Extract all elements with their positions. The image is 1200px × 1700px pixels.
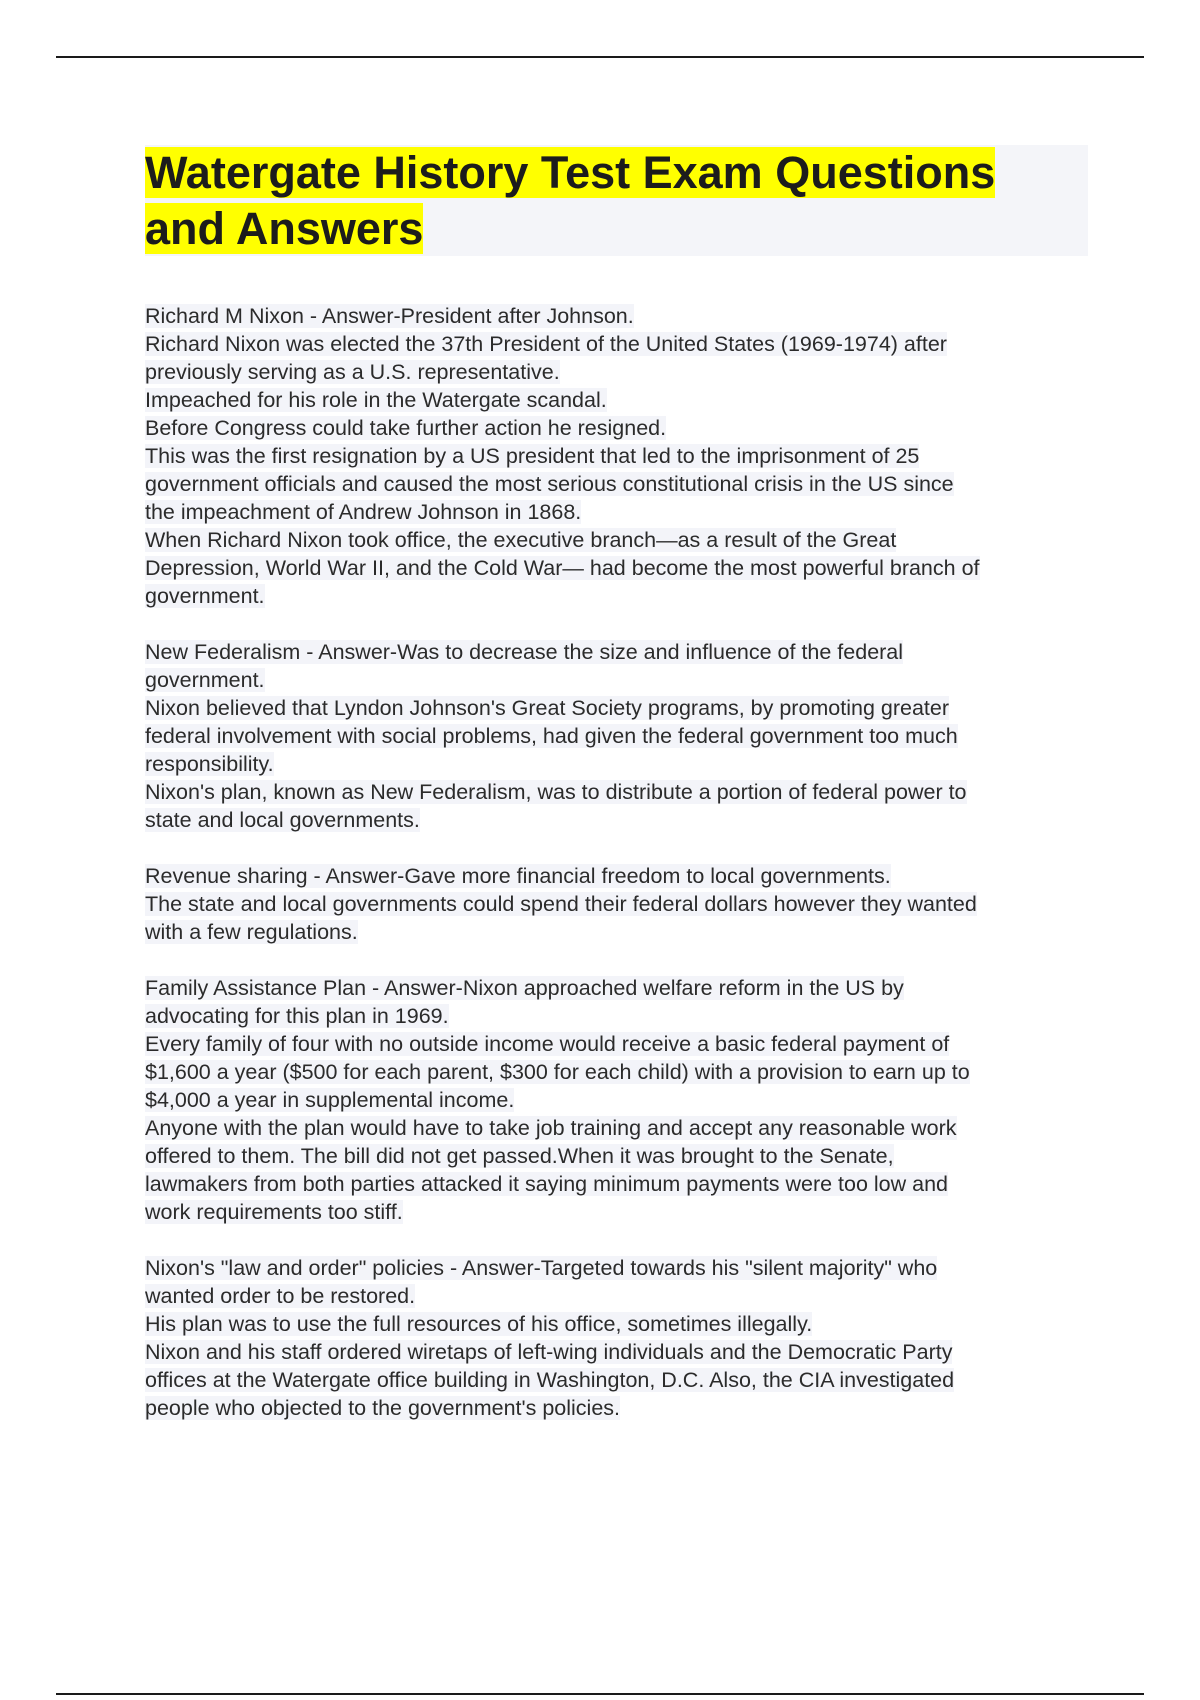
text-line-content: New Federalism - Answer-Was to decrease the size and influence of the federal — [145, 640, 904, 664]
text-line-content: the impeachment of Andrew Johnson in 1868. — [145, 500, 582, 524]
text-line-content: offered to them. The bill did not get passed.When it was brought to the Senate, — [145, 1144, 894, 1168]
text-line — [145, 918, 1095, 946]
text-line-content: offices at the Watergate office building in Washington, D.C. Also, the CIA investigated — [145, 1368, 955, 1392]
text-line — [145, 1338, 1095, 1366]
text-line-content: wanted order to be restored. — [145, 1284, 416, 1308]
text-line-content: Revenue sharing - Answer-Gave more financial freedom to local governments. — [145, 864, 891, 888]
text-line-content: The state and local governments could spend their federal dollars however they wanted — [145, 892, 977, 916]
text-line — [145, 442, 1095, 470]
qa-entry — [145, 862, 1095, 946]
text-line-content: Every family of four with no outside income would receive a basic federal payment of — [145, 1032, 950, 1056]
text-line — [145, 694, 1095, 722]
text-line — [145, 470, 1095, 498]
text-line — [145, 526, 1095, 554]
text-line-content: Richard M Nixon - Answer-President after Johnson. — [145, 304, 634, 328]
qa-entry — [145, 638, 1095, 834]
text-line — [145, 582, 1095, 610]
text-line — [145, 1114, 1095, 1142]
text-line-content: When Richard Nixon took office, the executive branch—as a result of the Great — [145, 528, 897, 552]
text-line — [145, 1086, 1095, 1114]
text-line-content: Nixon's plan, known as New Federalism, was to distribute a portion of federal power to — [145, 780, 967, 804]
text-line — [145, 1394, 1095, 1422]
top-horizontal-rule — [56, 56, 1144, 58]
text-line-content: lawmakers from both parties attacked it saying minimum payments were too low and — [145, 1172, 949, 1196]
text-line-content: government. — [145, 668, 265, 692]
text-line — [145, 890, 1095, 918]
text-line — [145, 358, 1095, 386]
text-line — [145, 806, 1095, 834]
text-line-content: Nixon's "law and order" policies - Answer-Targeted towards his "silent majority" who — [145, 1256, 938, 1280]
text-line-content: Depression, World War II, and the Cold War— had become the most powerful branch of — [145, 556, 980, 580]
text-line-content: Anyone with the plan would have to take job training and accept any reasonable work — [145, 1116, 957, 1140]
document-title — [145, 145, 1088, 257]
text-line — [145, 778, 1095, 806]
text-line-content: $4,000 a year in supplemental income. — [145, 1088, 515, 1112]
text-line-content: Nixon and his staff ordered wiretaps of left-wing individuals and the Democratic Party — [145, 1340, 953, 1364]
text-line — [145, 862, 1095, 890]
text-line-content: Richard Nixon was elected the 37th President of the United States (1969-1974) after — [145, 332, 947, 356]
text-line-content: Before Congress could take further action he resigned. — [145, 416, 667, 440]
qa-list — [145, 302, 1095, 1450]
qa-entry — [145, 1254, 1095, 1422]
text-line — [145, 638, 1095, 666]
text-line-content: with a few regulations. — [145, 920, 358, 944]
text-line-content: work requirements too stiff. — [145, 1200, 403, 1224]
text-line — [145, 554, 1095, 582]
text-line-content: $1,600 a year ($500 for each parent, $300 for each child) with a provision to earn up to — [145, 1060, 970, 1084]
bottom-horizontal-rule — [56, 1693, 1144, 1695]
text-line — [145, 722, 1095, 750]
title-line: Watergate History Test Exam Questions — [145, 147, 996, 198]
text-line — [145, 302, 1095, 330]
text-line-content: previously serving as a U.S. representative. — [145, 360, 560, 384]
text-line — [145, 1058, 1095, 1086]
text-line — [145, 1366, 1095, 1394]
text-line-content: Impeached for his role in the Watergate scandal. — [145, 388, 607, 412]
text-line-content: Nixon believed that Lyndon Johnson's Great Society programs, by promoting greater — [145, 696, 950, 720]
text-line — [145, 414, 1095, 442]
qa-entry — [145, 302, 1095, 610]
qa-entry — [145, 974, 1095, 1226]
text-line-content: federal involvement with social problems, had given the federal government too much — [145, 724, 958, 748]
text-line — [145, 386, 1095, 414]
text-line — [145, 1254, 1095, 1282]
text-line-content: government. — [145, 584, 265, 608]
text-line — [145, 330, 1095, 358]
text-line — [145, 1002, 1095, 1030]
text-line-content: His plan was to use the full resources of his office, sometimes illegally. — [145, 1312, 813, 1336]
text-line-content: Family Assistance Plan - Answer-Nixon approached welfare reform in the US by — [145, 976, 904, 1000]
text-line-content: people who objected to the government's policies. — [145, 1396, 621, 1420]
text-line — [145, 1310, 1095, 1338]
title-line: and Answers — [145, 203, 424, 254]
text-line — [145, 974, 1095, 1002]
text-line — [145, 666, 1095, 694]
text-line-content: This was the first resignation by a US president that led to the imprisonment of 25 — [145, 444, 920, 468]
text-line — [145, 1030, 1095, 1058]
text-line-content: government officials and caused the most serious constitutional crisis in the US since — [145, 472, 954, 496]
text-line — [145, 750, 1095, 778]
text-line-content: responsibility. — [145, 752, 274, 776]
text-line-content: advocating for this plan in 1969. — [145, 1004, 449, 1028]
text-line-content: state and local governments. — [145, 808, 420, 832]
text-line — [145, 1282, 1095, 1310]
text-line — [145, 1198, 1095, 1226]
text-line — [145, 1170, 1095, 1198]
text-line — [145, 1142, 1095, 1170]
text-line — [145, 498, 1095, 526]
